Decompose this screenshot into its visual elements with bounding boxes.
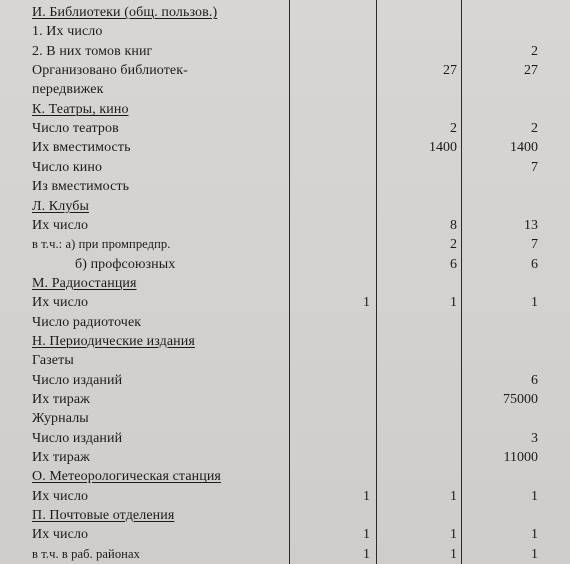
- row-label: Число изданий: [32, 430, 123, 446]
- table-row: [0, 371, 570, 390]
- section-heading: М. Радиостанция: [32, 275, 137, 291]
- row-label: 2. В них томов книг: [32, 43, 153, 59]
- value-cell-col3: 7: [531, 237, 538, 253]
- value-cell-col2: 1: [450, 527, 457, 543]
- table-row: [0, 61, 570, 80]
- value-cell-col1: 1: [363, 488, 370, 504]
- table-row: [0, 545, 570, 564]
- value-cell-col3: 11000: [503, 450, 538, 466]
- row-label: 1. Их число: [32, 24, 103, 40]
- value-cell-col3: 6: [531, 256, 538, 272]
- value-cell-col2: 27: [443, 63, 457, 79]
- row-label: Их число: [32, 217, 89, 233]
- table-row: [0, 255, 570, 274]
- table-row: [0, 409, 570, 428]
- row-label: Журналы: [32, 411, 89, 427]
- value-cell-col3: 2: [531, 43, 538, 59]
- value-cell-col2: 8: [450, 217, 457, 233]
- row-label: Организовано библиотек-: [32, 63, 188, 79]
- section-heading-row: [0, 332, 570, 351]
- row-label: Газеты: [32, 353, 74, 369]
- section-heading-row: [0, 3, 570, 22]
- table-row: [0, 138, 570, 157]
- table-row: [0, 22, 570, 41]
- value-cell-col3: 27: [524, 63, 538, 79]
- row-label: Их тираж: [32, 392, 90, 407]
- section-heading-row: [0, 100, 570, 119]
- value-cell-col1: 1: [363, 546, 370, 562]
- value-cell-col2: 6: [450, 256, 457, 272]
- value-cell-col3: 1: [531, 488, 538, 504]
- table-row: [0, 525, 570, 544]
- value-cell-col2: 1: [450, 546, 457, 562]
- row-label: Число кино: [32, 159, 103, 175]
- table-row: [0, 158, 570, 177]
- row-label: Их тираж: [32, 450, 90, 466]
- row-label: Их число: [32, 295, 89, 311]
- section-heading: Л. Клубы: [32, 198, 89, 214]
- section-heading-row: [0, 274, 570, 293]
- table-row: [0, 42, 570, 61]
- row-label: Их число: [32, 488, 89, 504]
- value-cell-col3: 75000: [503, 392, 538, 407]
- section-heading: И. Библиотеки (общ. пользов.): [32, 5, 218, 20]
- section-heading: О. Метеорологическая станция: [32, 469, 221, 485]
- section-heading-row: [0, 197, 570, 216]
- value-cell-col3: 1: [531, 527, 538, 543]
- row-label: Число театров: [32, 121, 119, 137]
- table-row: [0, 487, 570, 506]
- table-row: [0, 177, 570, 196]
- value-cell-col2: 1: [450, 295, 457, 311]
- table-row: [0, 119, 570, 138]
- table-row: [0, 235, 570, 254]
- value-cell-col3: 6: [531, 372, 538, 388]
- value-cell-col2: 2: [450, 237, 457, 253]
- table-row: [0, 351, 570, 370]
- table-row: [0, 293, 570, 312]
- value-cell-col3: 2: [531, 121, 538, 137]
- row-label: Их число: [32, 527, 89, 543]
- value-cell-col1: 1: [363, 527, 370, 543]
- section-heading-row: [0, 506, 570, 525]
- value-cell-col3: 1: [531, 295, 538, 311]
- table-row: [0, 390, 570, 409]
- table-row: [0, 80, 570, 99]
- table-row: [0, 429, 570, 448]
- row-label: Число радиоточек: [32, 314, 142, 330]
- value-cell-col3: 1400: [510, 140, 538, 156]
- table-row: [0, 216, 570, 235]
- value-cell-col3: 3: [531, 430, 538, 446]
- row-label: Из вместимость: [32, 179, 130, 195]
- section-heading: П. Почтовые отделения: [32, 508, 175, 524]
- value-cell-col3: 7: [531, 159, 538, 175]
- row-label: в т.ч.: а) при промпредпр.: [32, 237, 171, 252]
- row-label: б) профсоюзных: [75, 256, 176, 272]
- row-label: Число изданий: [32, 372, 123, 388]
- value-cell-col1: 1: [363, 295, 370, 311]
- section-heading: К. Театры, кино: [32, 101, 129, 117]
- section-heading: Н. Периодические издания: [32, 333, 195, 349]
- section-heading-row: [0, 467, 570, 486]
- table-row: [0, 448, 570, 467]
- row-label: в т.ч. в раб. районах: [32, 546, 140, 561]
- value-cell-col2: 1400: [429, 140, 457, 156]
- value-cell-col3: 13: [524, 217, 538, 233]
- row-label: передвижек: [32, 82, 104, 98]
- value-cell-col3: 1: [531, 546, 538, 562]
- value-cell-col2: 2: [450, 121, 457, 137]
- table-row: [0, 313, 570, 332]
- row-label: Их вместимость: [32, 140, 131, 156]
- value-cell-col2: 1: [450, 488, 457, 504]
